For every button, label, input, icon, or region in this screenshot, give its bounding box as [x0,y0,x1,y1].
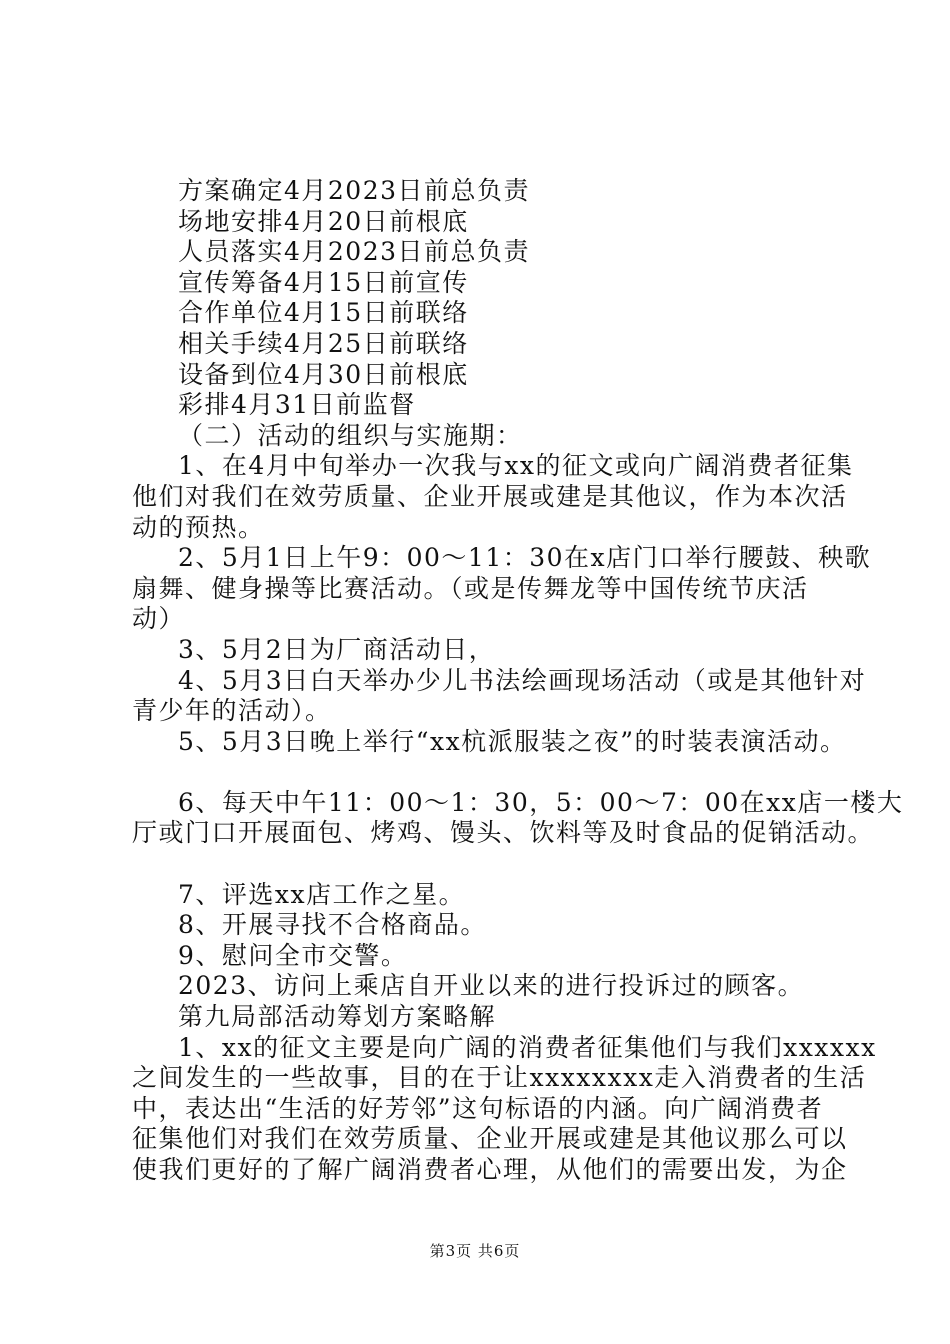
paragraph-line: 4、5月3日白天举办少儿书法绘画现场活动（或是其他针对 [178,665,867,695]
schedule-line: 场地安排4月20日前根底 [178,206,469,236]
schedule-line: 设备到位4月30日前根底 [178,359,469,389]
page-footer: 第3页 共6页 [429,1242,521,1260]
paragraph-line: 使我们更好的了解广阔消费者心理，从他们的需要出发，为企 [132,1155,848,1184]
paragraph-line: 9、慰问全市交警。 [178,940,408,970]
paragraph-line: 中，表达出“生活的好芳邻”这句标语的内涵。向广阔消费者 [132,1093,824,1123]
paragraph-line: 扇舞、健身操等比赛活动。（或是传舞龙等中国传统节庆活 [132,573,809,603]
paragraph-line: 6、每天中午11：00～1：30，5：00～7：00在xx店一楼大 [178,787,904,817]
paragraph-line: 他们对我们在效劳质量、企业开展或建是其他议，作为本次活 [132,481,848,511]
section-heading: （二）活动的组织与实施期： [178,420,523,450]
document-body [132,176,904,1186]
paragraph-line: 动的预热。 [132,512,265,542]
schedule-line: 相关手续4月25日前联络 [178,328,469,358]
paragraph-line: 动） [132,604,186,634]
blank-line [132,849,842,880]
paragraph-line: 5、5月3日晚上举行“xx杭派服装之夜”的时装表演活动。 [178,726,847,756]
paragraph-line: 之间发生的一些故事，目的在于让xxxxxxxx走入消费者的生活 [132,1063,867,1093]
paragraph-line: 厅或门口开展面包、烤鸡、馒头、饮料等及时食品的促销活动。 [132,818,875,848]
paragraph-line: 1、xx的征文主要是向广阔的消费者征集他们与我们xxxxxx [178,1032,877,1062]
paragraph-line: 2023、访问上乘店自开业以来的进行投诉过的顾客。 [178,971,805,1001]
schedule-line: 方案确定4月2023日前总负责 [178,176,531,205]
schedule-line: 人员落实4月2023日前总负责 [178,237,531,267]
schedule-line: 宣传筹备4月15日前宣传 [178,267,469,297]
paragraph-line: 7、评选xx店工作之星。 [178,879,466,909]
paragraph-line: 青少年的活动）。 [132,696,332,726]
schedule-line: 彩排4月31日前监督 [178,390,416,420]
blank-line [132,757,842,788]
section-heading: 第九局部活动筹划方案略解 [178,1002,497,1032]
paragraph-line: 征集他们对我们在效劳质量、企业开展或建是其他议那么可以 [132,1124,848,1154]
paragraph-line: 2、5月1日上午9：00～11：30在x店门口举行腰鼓、秧歌 [178,543,872,573]
paragraph-line: 1、在4月中旬举办一次我与xx的征文或向广阔消费者征集 [178,451,854,481]
paragraph-line: 3、5月2日为厂商活动日， [178,634,496,664]
paragraph-line: 8、开展寻找不合格商品。 [178,910,487,940]
schedule-line: 合作单位4月15日前联络 [178,298,469,328]
